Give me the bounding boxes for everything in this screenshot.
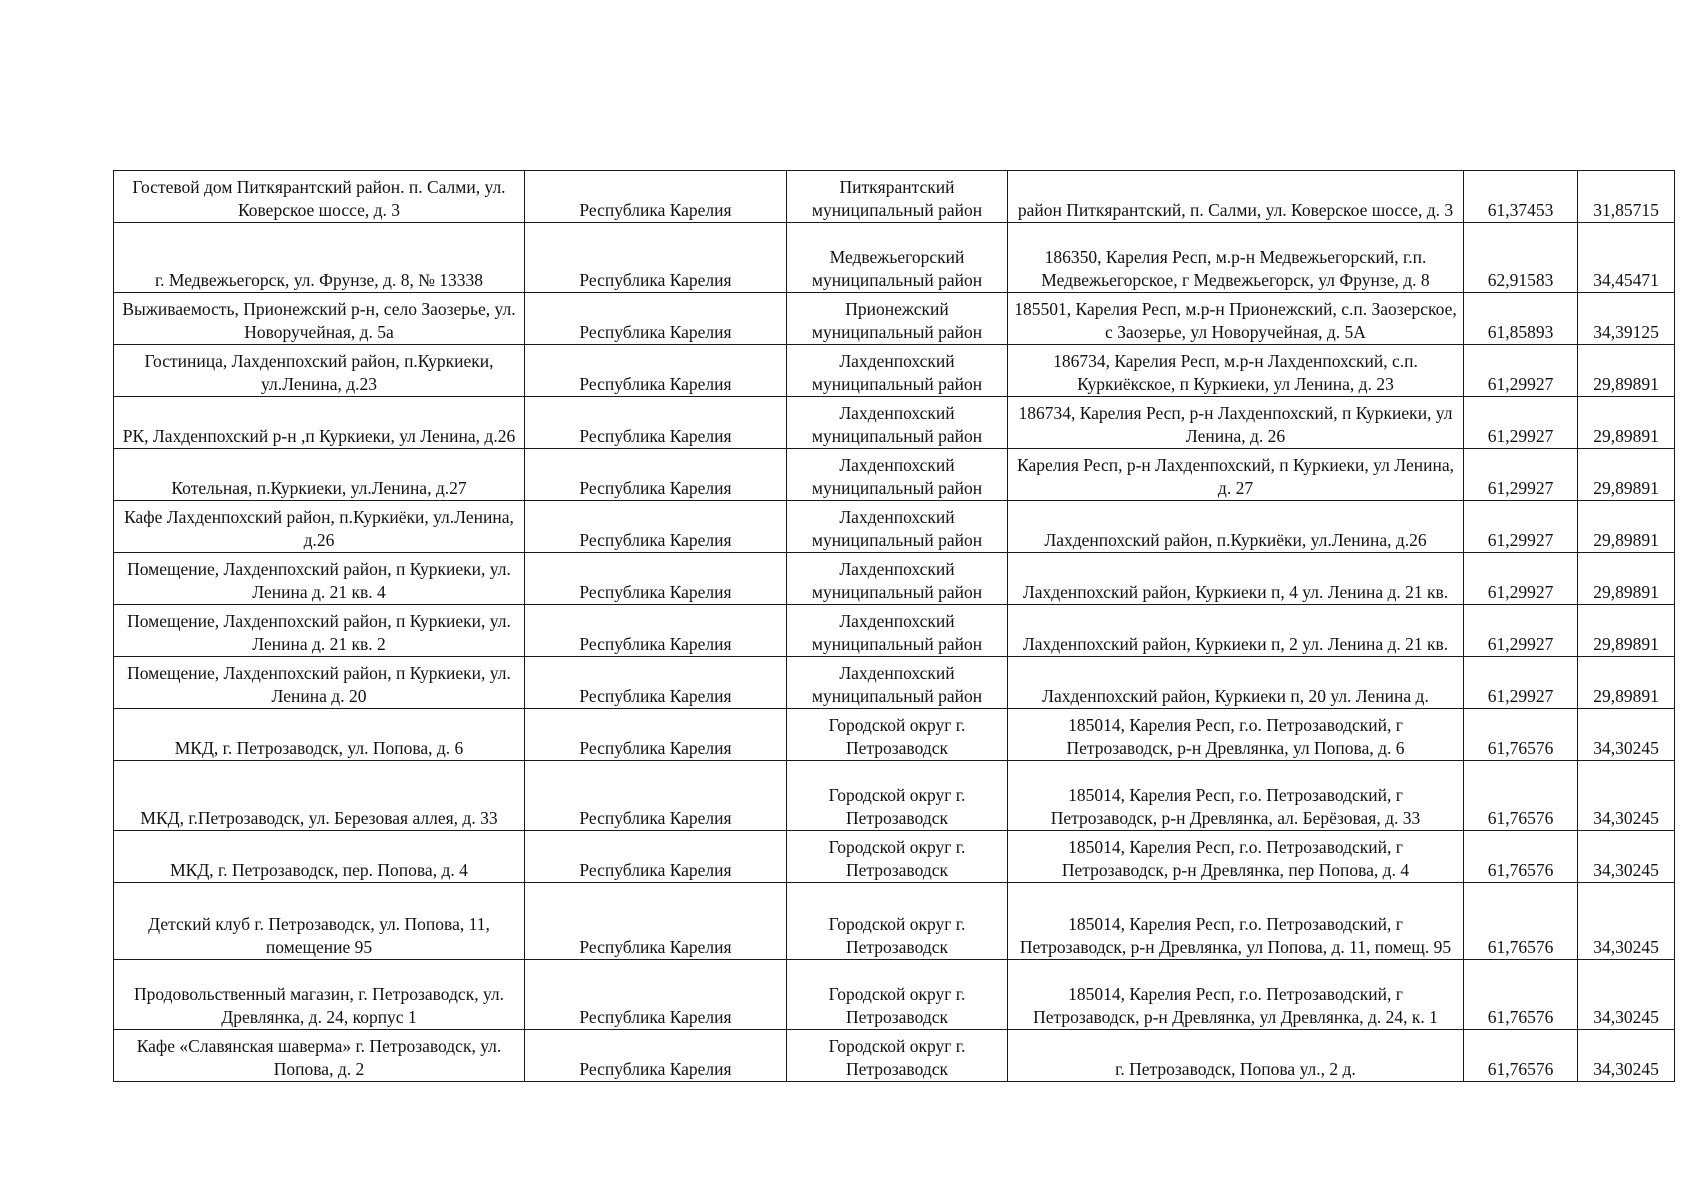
region-cell: Республика Карелия	[525, 883, 787, 960]
object-name-cell: Помещение, Лахденпохский район, п Куркиеки, ул. Ленина д. 21 кв. 4	[114, 553, 525, 605]
region-cell: Республика Карелия	[525, 960, 787, 1030]
longitude-cell: 34,30245	[1578, 761, 1675, 831]
object-name-cell: Детский клуб г. Петрозаводск, ул. Попова, 11, помещение 95	[114, 883, 525, 960]
region-cell: Республика Карелия	[525, 501, 787, 553]
longitude-cell: 34,45471	[1578, 223, 1675, 293]
address-cell: г. Петрозаводск, Попова ул., 2 д.	[1008, 1030, 1464, 1082]
municipality-cell: Лахденпохский муниципальный район	[787, 397, 1008, 449]
object-name-cell: Гостевой дом Питкярантский район. п. Салми, ул. Коверское шоссе, д. 3	[114, 171, 525, 223]
table-row	[114, 293, 1675, 345]
region-cell: Республика Карелия	[525, 293, 787, 345]
object-name-cell: Помещение, Лахденпохский район, п Куркиеки, ул. Ленина д. 21 кв. 2	[114, 605, 525, 657]
longitude-cell: 29,89891	[1578, 657, 1675, 709]
latitude-cell: 61,76576	[1464, 960, 1578, 1030]
table-row	[114, 761, 1675, 831]
object-name-cell: Помещение, Лахденпохский район, п Куркиеки, ул. Ленина д. 20	[114, 657, 525, 709]
region-cell: Республика Карелия	[525, 553, 787, 605]
table-row	[114, 709, 1675, 761]
longitude-cell: 29,89891	[1578, 553, 1675, 605]
longitude-cell: 29,89891	[1578, 605, 1675, 657]
municipality-cell: Городской округ г. Петрозаводск	[787, 831, 1008, 883]
region-cell: Республика Карелия	[525, 1030, 787, 1082]
longitude-cell: 34,39125	[1578, 293, 1675, 345]
region-cell: Республика Карелия	[525, 397, 787, 449]
object-name-cell: МКД, г.Петрозаводск, ул. Березовая аллея, д. 33	[114, 761, 525, 831]
object-name-cell: Гостиница, Лахденпохский район, п.Куркиеки, ул.Ленина, д.23	[114, 345, 525, 397]
longitude-cell: 29,89891	[1578, 501, 1675, 553]
address-cell: Карелия Респ, р-н Лахденпохский, п Куркиеки, ул Ленина, д. 27	[1008, 449, 1464, 501]
latitude-cell: 61,29927	[1464, 605, 1578, 657]
municipality-cell: Городской округ г. Петрозаводск	[787, 761, 1008, 831]
address-cell: Лахденпохский район, п.Куркиёки, ул.Ленина, д.26	[1008, 501, 1464, 553]
address-cell: 185501, Карелия Респ, м.р-н Прионежский, с.п. Заозерское, с Заозерье, ул Новоручейная, д. 5А	[1008, 293, 1464, 345]
latitude-cell: 61,76576	[1464, 761, 1578, 831]
municipality-cell: Прионежский муниципальный район	[787, 293, 1008, 345]
table-row	[114, 960, 1675, 1030]
table-row	[114, 657, 1675, 709]
object-name-cell: Выживаемость, Прионежский р-н, село Заозерье, ул. Новоручейная, д. 5а	[114, 293, 525, 345]
longitude-cell: 31,85715	[1578, 171, 1675, 223]
latitude-cell: 61,37453	[1464, 171, 1578, 223]
municipality-cell: Лахденпохский муниципальный район	[787, 345, 1008, 397]
latitude-cell: 61,29927	[1464, 553, 1578, 605]
municipality-cell: Городской округ г. Петрозаводск	[787, 883, 1008, 960]
address-cell: 185014, Карелия Респ, г.о. Петрозаводский, г Петрозаводск, р-н Древлянка, ул Попова, д. 6	[1008, 709, 1464, 761]
municipality-cell: Городской округ г. Петрозаводск	[787, 960, 1008, 1030]
table-row	[114, 831, 1675, 883]
municipality-cell: Питкярантский муниципальный район	[787, 171, 1008, 223]
municipality-cell: Лахденпохский муниципальный район	[787, 501, 1008, 553]
address-cell: Лахденпохский район, Куркиеки п, 2 ул. Ленина д. 21 кв.	[1008, 605, 1464, 657]
latitude-cell: 61,76576	[1464, 709, 1578, 761]
table-row	[114, 449, 1675, 501]
municipality-cell: Лахденпохский муниципальный район	[787, 657, 1008, 709]
region-cell: Республика Карелия	[525, 761, 787, 831]
table-row	[114, 397, 1675, 449]
objects-table	[113, 170, 1675, 1082]
municipality-cell: Лахденпохский муниципальный район	[787, 553, 1008, 605]
region-cell: Республика Карелия	[525, 223, 787, 293]
longitude-cell: 29,89891	[1578, 449, 1675, 501]
longitude-cell: 34,30245	[1578, 709, 1675, 761]
latitude-cell: 61,29927	[1464, 501, 1578, 553]
object-name-cell: Продовольственный магазин, г. Петрозаводск, ул. Древлянка, д. 24, корпус 1	[114, 960, 525, 1030]
table-row	[114, 223, 1675, 293]
address-cell: 185014, Карелия Респ, г.о. Петрозаводский, г Петрозаводск, р-н Древлянка, ул Попова, д. 11, помещ. 95	[1008, 883, 1464, 960]
region-cell: Республика Карелия	[525, 709, 787, 761]
table-row	[114, 605, 1675, 657]
latitude-cell: 61,85893	[1464, 293, 1578, 345]
longitude-cell: 34,30245	[1578, 831, 1675, 883]
table-row	[114, 345, 1675, 397]
address-cell: 186350, Карелия Респ, м.р-н Медвежьегорский, г.п. Медвежьегорское, г Медвежьегорск, ул Фрунзе, д. 8	[1008, 223, 1464, 293]
latitude-cell: 61,29927	[1464, 449, 1578, 501]
region-cell: Республика Карелия	[525, 657, 787, 709]
region-cell: Республика Карелия	[525, 171, 787, 223]
object-name-cell: РК, Лахденпохский р-н ,п Куркиеки, ул Ленина, д.26	[114, 397, 525, 449]
longitude-cell: 29,89891	[1578, 345, 1675, 397]
region-cell: Республика Карелия	[525, 449, 787, 501]
region-cell: Республика Карелия	[525, 831, 787, 883]
address-cell: 185014, Карелия Респ, г.о. Петрозаводский, г Петрозаводск, р-н Древлянка, ул Древлянка, д. 24, к. 1	[1008, 960, 1464, 1030]
address-cell: Лахденпохский район, Куркиеки п, 20 ул. Ленина д.	[1008, 657, 1464, 709]
municipality-cell: Городской округ г. Петрозаводск	[787, 1030, 1008, 1082]
address-cell: Лахденпохский район, Куркиеки п, 4 ул. Ленина д. 21 кв.	[1008, 553, 1464, 605]
latitude-cell: 62,91583	[1464, 223, 1578, 293]
region-cell: Республика Карелия	[525, 345, 787, 397]
address-cell: район Питкярантский, п. Салми, ул. Коверское шоссе, д. 3	[1008, 171, 1464, 223]
longitude-cell: 34,30245	[1578, 960, 1675, 1030]
longitude-cell: 34,30245	[1578, 883, 1675, 960]
address-cell: 185014, Карелия Респ, г.о. Петрозаводский, г Петрозаводск, р-н Древлянка, пер Попова, д. 4	[1008, 831, 1464, 883]
municipality-cell: Лахденпохский муниципальный район	[787, 449, 1008, 501]
address-cell: 185014, Карелия Респ, г.о. Петрозаводский, г Петрозаводск, р-н Древлянка, ал. Берёзовая, д. 33	[1008, 761, 1464, 831]
address-cell: 186734, Карелия Респ, р-н Лахденпохский, п Куркиеки, ул Ленина, д. 26	[1008, 397, 1464, 449]
object-name-cell: МКД, г. Петрозаводск, ул. Попова, д. 6	[114, 709, 525, 761]
table-body	[114, 171, 1675, 1082]
municipality-cell: Медвежьегорский муниципальный район	[787, 223, 1008, 293]
table-row	[114, 553, 1675, 605]
municipality-cell: Лахденпохский муниципальный район	[787, 605, 1008, 657]
region-cell: Республика Карелия	[525, 605, 787, 657]
table-row	[114, 1030, 1675, 1082]
table-row	[114, 171, 1675, 223]
longitude-cell: 34,30245	[1578, 1030, 1675, 1082]
latitude-cell: 61,29927	[1464, 397, 1578, 449]
longitude-cell: 29,89891	[1578, 397, 1675, 449]
latitude-cell: 61,29927	[1464, 657, 1578, 709]
object-name-cell: г. Медвежьегорск, ул. Фрунзе, д. 8, № 13338	[114, 223, 525, 293]
latitude-cell: 61,29927	[1464, 345, 1578, 397]
latitude-cell: 61,76576	[1464, 1030, 1578, 1082]
table-row	[114, 501, 1675, 553]
object-name-cell: Кафе «Славянская шаверма» г. Петрозаводск, ул. Попова, д. 2	[114, 1030, 525, 1082]
address-cell: 186734, Карелия Респ, м.р-н Лахденпохский, с.п. Куркиёкское, п Куркиеки, ул Ленина, д. 23	[1008, 345, 1464, 397]
municipality-cell: Городской округ г. Петрозаводск	[787, 709, 1008, 761]
object-name-cell: Кафе Лахденпохский район, п.Куркиёки, ул.Ленина, д.26	[114, 501, 525, 553]
object-name-cell: Котельная, п.Куркиеки, ул.Ленина, д.27	[114, 449, 525, 501]
table-row	[114, 883, 1675, 960]
latitude-cell: 61,76576	[1464, 831, 1578, 883]
latitude-cell: 61,76576	[1464, 883, 1578, 960]
object-name-cell: МКД, г. Петрозаводск, пер. Попова, д. 4	[114, 831, 525, 883]
